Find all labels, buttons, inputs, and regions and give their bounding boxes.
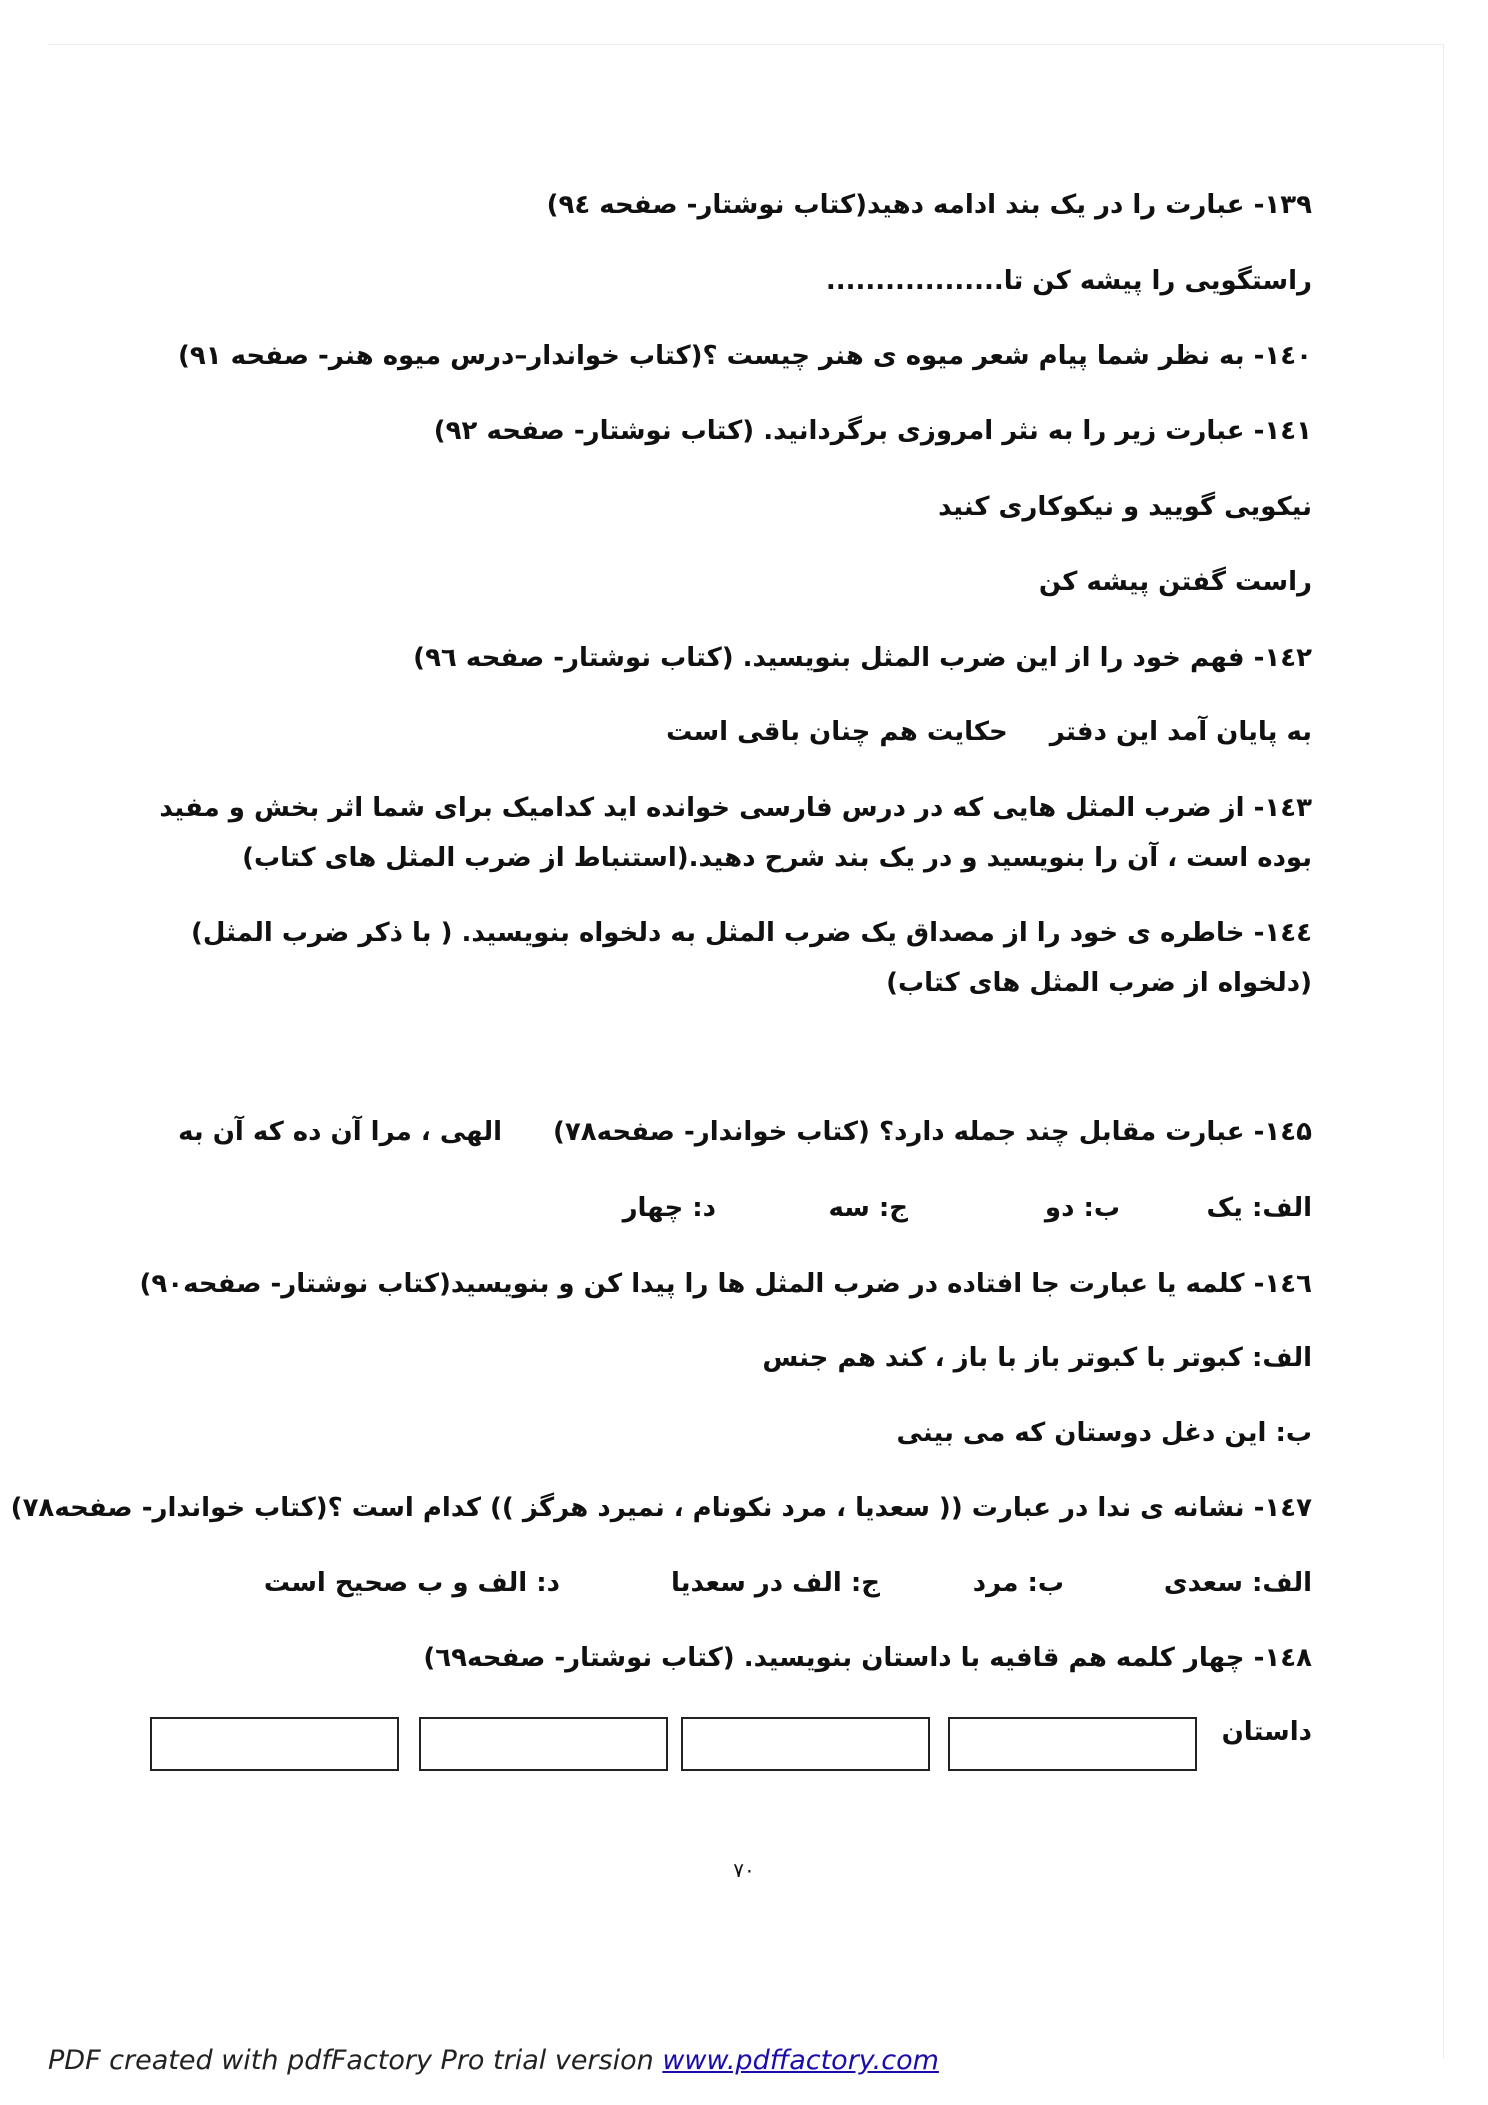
page-right-edge <box>1443 44 1444 2059</box>
q147-option-a: الف: سعدی <box>1163 1568 1312 1598</box>
q145-option-a: الف: یک <box>1206 1193 1312 1223</box>
answer-box-1[interactable] <box>948 1717 1197 1771</box>
answer-box-3[interactable] <box>419 1717 668 1771</box>
answer-box-4[interactable] <box>150 1717 399 1771</box>
question-142: ۱٤۲- فهم خود را از این ضرب المثل بنویسید. (کتاب نوشتار- صفحه ۹٦) <box>413 643 1312 673</box>
question-142-verse <box>666 714 1312 750</box>
question-146: ۱٤٦- کلمه یا عبارت جا افتاده در ضرب المثل ها را پیدا کن و بنویسید(کتاب نوشتار- صفحه۹۰) <box>139 1269 1312 1299</box>
question-139: ۱۳۹- عبارت را در یک بند ادامه دهید(کتاب نوشتار- صفحه ۹٤) <box>546 190 1312 220</box>
question-141: ۱٤۱- عبارت زیر را به نثر امروزی برگردانید. (کتاب نوشتار- صفحه ۹۲) <box>433 416 1312 446</box>
q145-option-b: ب: دو <box>1044 1193 1120 1223</box>
q145-option-d: د: چهار <box>622 1193 716 1223</box>
question-148-word: داستان <box>1221 1717 1312 1747</box>
pdf-footer <box>48 2045 939 2076</box>
page-top-edge <box>48 44 1443 45</box>
footer-text: PDF created with pdfFactory Pro trial version <box>48 2045 663 2076</box>
verse-hemistich-1: به پایان آمد این دفتر <box>1049 717 1312 747</box>
page-number: ۷۰ <box>733 1858 755 1882</box>
question-147: ۱٤۷- نشانه ی ندا در عبارت (( سعدیا ، مرد نکونام ، نمیرد هرگز )) کدام است ؟(کتاب خواندار- صفحه۷۸) <box>10 1493 1312 1523</box>
question-141-line-2: راست گفتن پیشه کن <box>1038 567 1312 597</box>
question-148: ۱٤۸- چهار کلمه هم قافیه با داستان بنویسید. (کتاب نوشتار- صفحه٦۹) <box>423 1643 1312 1673</box>
question-145: ۱٤۵- عبارت مقابل چند جمله دارد؟ (کتاب خواندار- صفحه۷۸) <box>552 1117 1312 1147</box>
q147-option-c: ج: الف در سعدیا <box>670 1568 880 1598</box>
q147-option-d: د: الف و ب صحیح است <box>263 1568 560 1598</box>
question-145-phrase: الهی ، مرا آن ده که آن به <box>178 1117 502 1147</box>
question-144: ۱٤٤- خاطره ی خود را از مصداق یک ضرب المثل به دلخواه بنویسید. ( با ذکر ضرب المثل)(دلخواه از ضرب المثل های کتاب) <box>190 918 1312 998</box>
q145-option-c: ج: سه <box>828 1193 908 1223</box>
question-141-line-1: نیکویی گویید و نیکوکاری کنید <box>938 492 1312 522</box>
q147-option-b: ب: مرد <box>972 1568 1064 1598</box>
answer-box-2[interactable] <box>681 1717 930 1771</box>
question-143: ۱٤۳- از ضرب المثل هایی که در درس فارسی خوانده اید کدامیک برای شما اثر بخش و مفید بوده است ، آن را بنویسید و در یک بند شرح دهید.(استنباط از ضرب المثل های کتاب) <box>159 793 1312 873</box>
question-140: ۱٤۰- به نظر شما پیام شعر میوه ی هنر چیست ؟(کتاب خواندار–درس میوه هنر- صفحه ۹۱) <box>177 341 1312 371</box>
question-146-item-b: ب: این دغل دوستان که می بینی <box>896 1418 1312 1448</box>
question-146-item-a: الف: کبوتر با کبوتر باز با باز ، کند هم جنس <box>762 1343 1312 1373</box>
verse-hemistich-2: حکایت هم چنان باقی است <box>666 717 1008 747</box>
footer-link[interactable]: www.pdffactory.com <box>662 2045 939 2076</box>
question-139-prompt: راستگویی را پیشه کن تا.................. <box>825 266 1312 296</box>
